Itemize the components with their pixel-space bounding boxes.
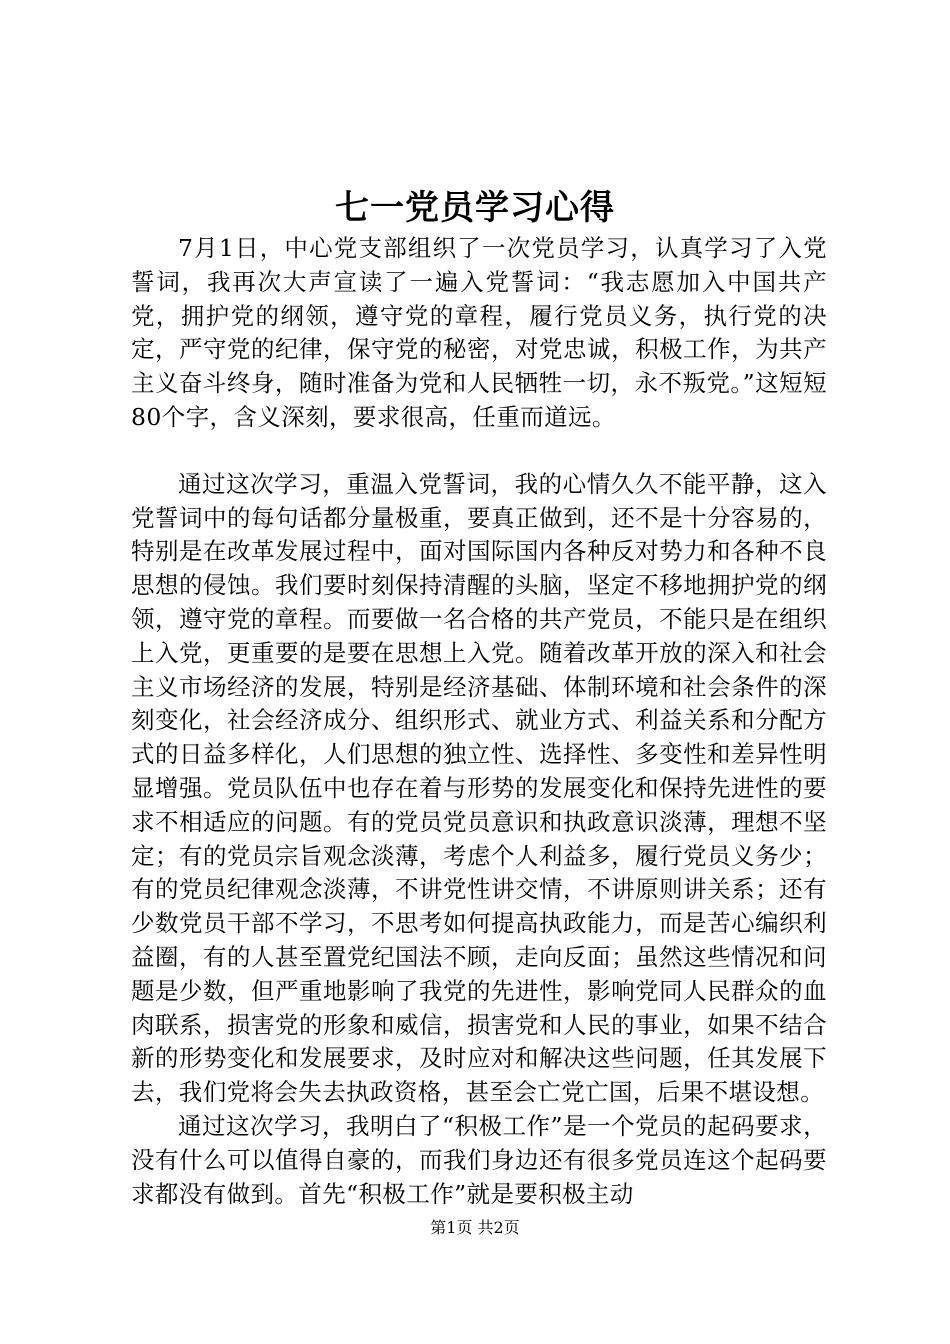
- page-footer: 第1页 共2页: [430, 1218, 520, 1237]
- paragraph-3: 通过这次学习，我明白了“积极工作”是一个党员的起码要求，没有什么可以值得自豪的，而我们身边还有很多党员连这个起码要求都没有做到。首先“积极工作”就是要积极主动: [131, 1111, 827, 1208]
- paragraph-2: 通过这次学习，重温入党誓词，我的心情久久不能平静，这入党誓词中的每句话都分量极重，要真正做到，还不是十分容易的，特别是在改革发展过程中，面对国际国内各种反对势力和各种不良思想的侵蚀。我们要时刻保持清醒的头脑，坚定不移地拥护党的纲领，遵守党的章程。而要做一名合格的共产党员，不能只是在组织上入党，更重要的是要在思想上入党。随着改革开放的深入和社会主义市场经济的发展，特别是经济基础、体制环境和社会条件的深刻变化，社会经济成分、组织形式、就业方式、利益关系和分配方式的日益多样化，人们思想的独立性、选择性、多变性和差异性明显增强。党员队伍中也存在着与形势的发展变化和保持先进性的要求不相适应的问题。有的党员党员意识和执政意识淡薄，理想不坚定；有的党员宗旨观念淡薄，考虑个人利益多，履行党员义务少；有的党员纪律观念淡薄，不讲党性讲交情，不讲原则讲关系；还有少数党员干部不学习，不思考如何提高执政能力，而是苦心编织利益圈，有的人甚至置党纪国法不顾，走向反面；虽然这些情况和问题是少数，但严重地影响了我党的先进性，影响党同人民群众的血肉联系，损害党的形象和威信，损害党和人民的事业，如果不结合新的形势变化和发展要求，及时应对和解决这些问题，任其发展下去，我们党将会失去执政资格，甚至会亡党亡国，后果不堪设想。: [131, 469, 827, 1107]
- document-title: 七一党员学习心得: [335, 188, 615, 228]
- paragraph-1: 7月1日，中心党支部组织了一次党员学习，认真学习了入党誓词，我再次大声宣读了一遍入党誓词：“我志愿加入中国共产党，拥护党的纲领，遵守党的章程，履行党员义务，执行党的决定，严守党的纪律，保守党的秘密，对党忠诚，积极工作，为共产主义奋斗终身，随时准备为党和人民牺牲一切，永不叛党。”这短短80个字，含义深刻，要求很高，任重而道远。: [131, 234, 827, 431]
- document-body: [131, 232, 827, 1211]
